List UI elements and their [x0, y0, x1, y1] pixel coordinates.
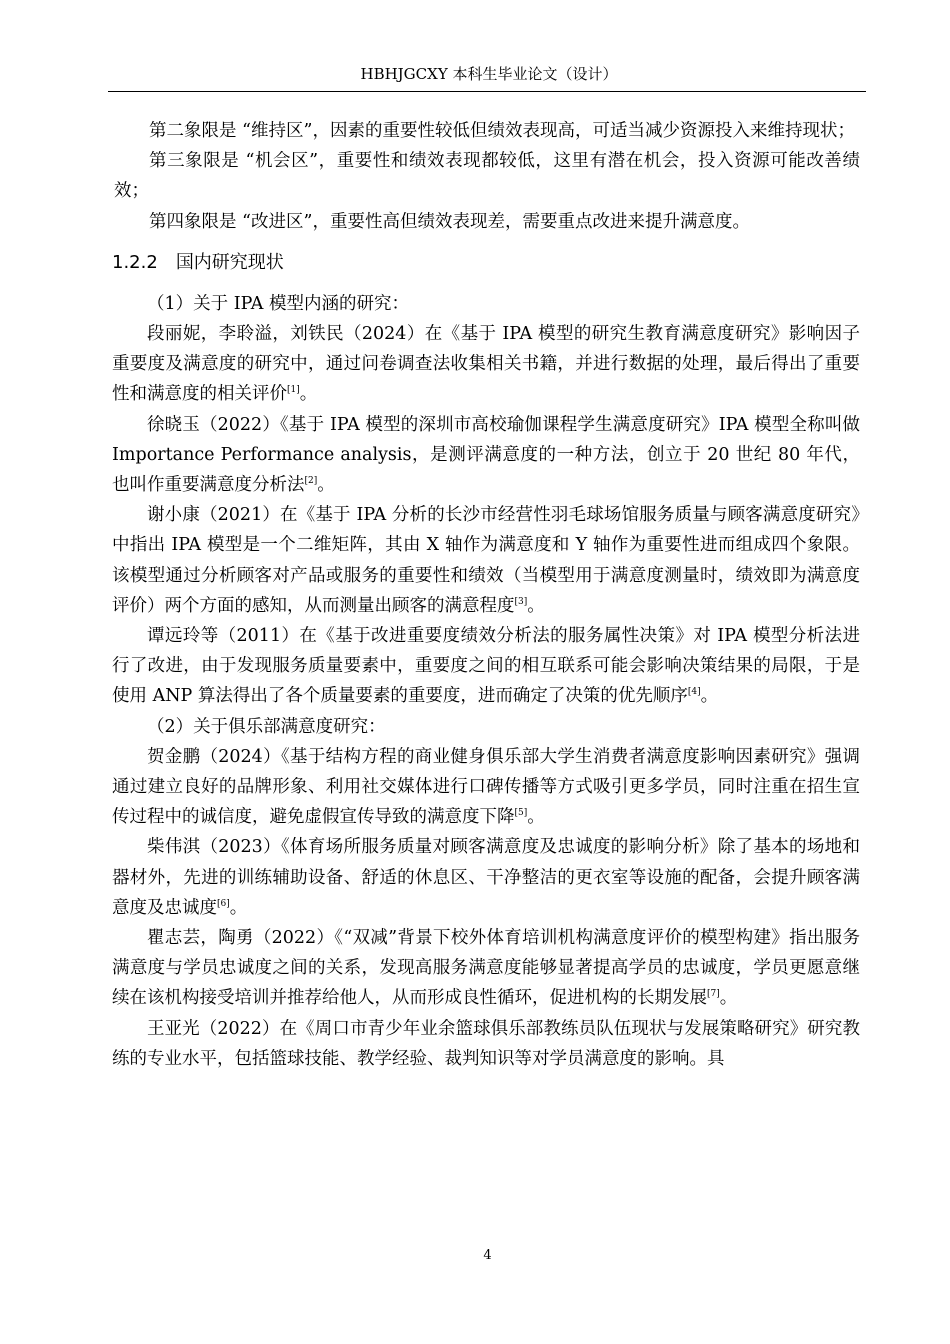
- document-body: [112, 116, 860, 1074]
- header-divider: [108, 91, 866, 92]
- paragraph-quadrant-4: 第四象限是 “改进区”，重要性高但绩效表现差，需要重点改进来提升满意度。: [149, 211, 750, 232]
- paragraph-ref-7: 瞿志芸，陶勇（2022）《“双减”背景下校外体育培训机构满意度评价的模型构建》指出服务满意度与学员忠诚度之间的关系，发现高服务满意度能够显著提高学员的忠诚度，学员更愿意继续在该机构接受培训并推荐给他人，从而形成良性循环，促进机构的长期发展[7]。: [112, 928, 860, 1009]
- section-title: 国内研究现状: [175, 251, 284, 273]
- citation-5: [5]: [514, 808, 528, 819]
- paragraph-quadrant-3: 第三象限是 “机会区”，重要性和绩效表现都较低，这里有潜在机会，投入资源可能改善绩效；: [114, 151, 860, 202]
- citation-2: [2]: [304, 476, 318, 487]
- paragraph-ref-1: 段丽妮，李聆溢，刘铁民（2024）在《基于 IPA 模型的研究生教育满意度研究》影响因子重要度及满意度的研究中，通过问卷调查法收集相关书籍，并进行数据的处理，最后得出了重要性和满意度的相关评价[1]。: [112, 324, 860, 405]
- subheading-ipa: （1）关于 IPA 模型内涵的研究：: [147, 293, 409, 314]
- paragraph-ref-5: 贺金鹏（2024）《基于结构方程的商业健身俱乐部大学生消费者满意度影响因素研究》强调通过建立良好的品牌形象、利用社交媒体进行口碑传播等方式吸引更多学员，同时注重在招生宣传过程中的诚信度，避免虚假宣传导致的满意度下降[5]。: [112, 746, 860, 828]
- section-heading: [112, 248, 860, 278]
- subheading-club: （2）关于俱乐部满意度研究：: [147, 716, 386, 737]
- paragraph-ref-2: 徐晓玉（2022）《基于 IPA 模型的深圳市高校瑜伽课程学生满意度研究》IPA 模型全称叫做 Importance Performance analysis，是测评满意度的一种方法，创立于 20 世纪 80 年代，也叫作重要满意度分析法[2]。: [112, 414, 860, 496]
- paragraph-ref-6: 柴伟淇（2023）《体育场所服务质量对顾客满意度及忠诚度的影响分析》除了基本的场地和器材外，先进的训练辅助设备、舒适的休息区、干净整洁的更衣室等设施的配备，会提升顾客满意度及忠诚度[6]。: [112, 837, 860, 918]
- citation-4: [4]: [687, 687, 701, 698]
- citation-7: [7]: [707, 989, 720, 1000]
- paragraph-ref-8: 王亚光（2022）在《周口市青少年业余篮球俱乐部教练员队伍现状与发展策略研究》研究教练的专业水平，包括篮球技能、教学经验、裁判知识等对学员满意度的影响。具: [112, 1018, 860, 1069]
- paragraph-ref-3: 谢小康（2021）在《基于 IPA 分析的长沙市经营性羽毛球场馆服务质量与顾客满意度研究》中指出 IPA 模型是一个二维矩阵，其由 X 轴作为满意度和 Y 轴作为重要性进而组成四个象限。该模型通过分析顾客对产品或服务的重要性和绩效（当模型用于满意度测量时，绩效即为满意度评价）两个方面的感知，从而测量出顾客的满意程度[3]。: [112, 505, 860, 616]
- citation-3: [3]: [514, 596, 528, 607]
- page-number: 4: [483, 1248, 492, 1263]
- citation-1: [1]: [287, 385, 300, 396]
- paragraph-quadrant-2: 第二象限是 “维持区”，因素的重要性较低但绩效表现高，可适当减少资源投入来维持现状；: [149, 121, 855, 141]
- section-number: 1.2.2: [112, 251, 158, 273]
- citation-6: [6]: [217, 898, 230, 909]
- paragraph-ref-4: 谭远玲等（2011）在《基于改进重要度绩效分析法的服务属性决策》对 IPA 模型分析法进行了改进，由于发现服务质量要素中，重要度之间的相互联系可能会影响决策结果的局限，于是使用 ANP 算法得出了各个质量要素的重要度，进而确定了决策的优先顺序[4]。: [112, 626, 860, 707]
- page-header: HBHJGCXY 本科生毕业论文（设计）: [360, 65, 618, 83]
